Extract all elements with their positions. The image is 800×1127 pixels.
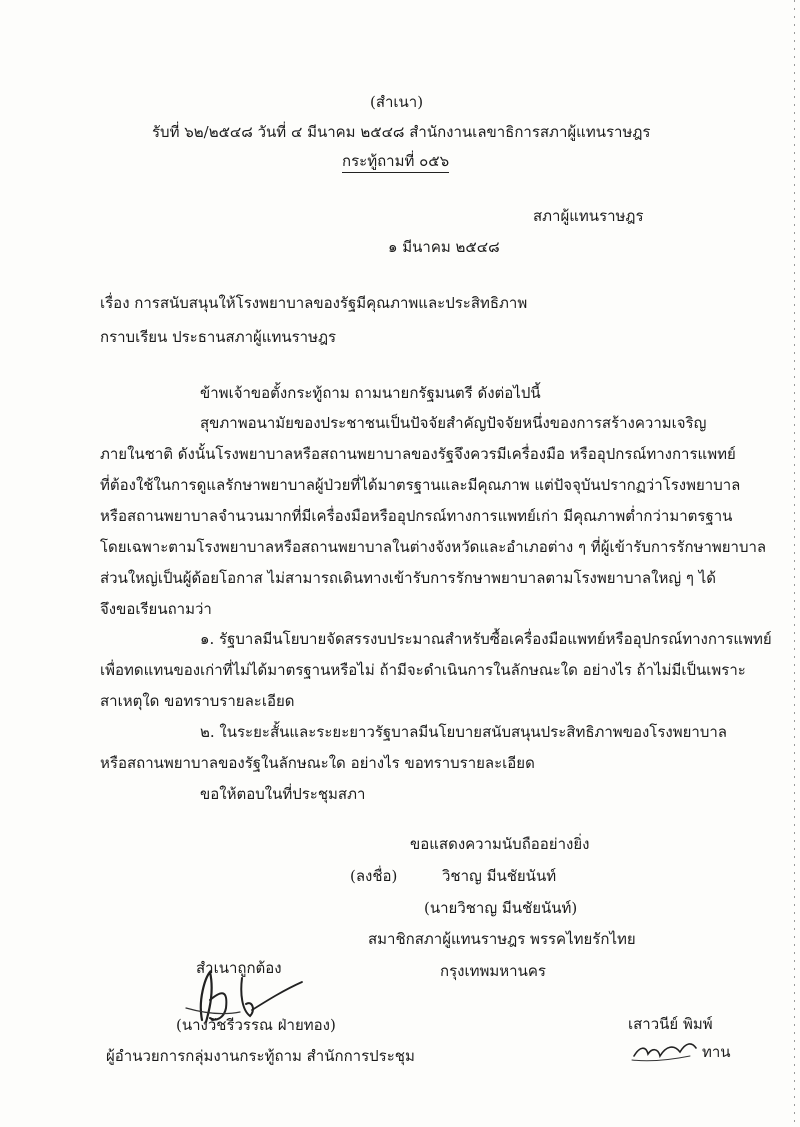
salutation: กราบเรียน ประธานสภาผู้แทนราษฎร [100, 328, 337, 346]
question-2-line: ๒. ในระยะสั้นและระยะยาวรัฐบาลมีนโยบายสนับสนุนประสิทธิภาพของโรงพยาบาล [200, 723, 727, 741]
letter-date: ๑ มีนาคม ๒๕๔๘ [388, 238, 500, 256]
received-line: รับที่ ๖๒/๒๕๔๘ วันที่ ๔ มีนาคม ๒๕๔๘ สำนักงานเลขาธิการสภาผู้แทนราษฎร [152, 123, 651, 141]
question-1-line: สาเหตุใด ขอทราบรายละเอียด [100, 692, 295, 710]
subject-line: เรื่อง การสนับสนุนให้โรงพยาบาลของรัฐมีคุณภาพและประสิทธิภาพ [100, 294, 528, 312]
certifier-name: (นางวัชรีวรรณ ฝ่ายทอง) [176, 1016, 336, 1034]
body-line: ที่ต้องใช้ในการดูแลรักษาพยาบาลผู้ป่วยที่ได้มาตรฐานและมีคุณภาพ แต่ปัจจุบันปรากฏว่าโรงพยาบาล [100, 476, 741, 494]
body-line: ภายในชาติ ดังนั้นโรงพยาบาลหรือสถานพยาบาลของรัฐจึงควรมีเครื่องมือ หรืออุปกรณ์ทางการแพทย์ [100, 445, 736, 463]
position-line: สมาชิกสภาผู้แทนราษฎร พรรคไทยรักไทย [368, 930, 636, 948]
question-1-line: ๑. รัฐบาลมีนโยบายจัดสรรงบประมาณสำหรับซื้อเครื่องมือแพทย์หรืออุปกรณ์ทางการแพทย์ [200, 630, 772, 648]
body-line: จึงขอเรียนถามว่า [100, 600, 212, 618]
checker-initials [630, 1038, 700, 1064]
copy-label: (สำเนา) [370, 93, 424, 111]
province-line: กรุงเทพมหานคร [440, 962, 546, 980]
question-number: กระทู้ถามที่ ๐๕๖ [342, 151, 449, 173]
body-line: สุขภาพอนามัยของประชาชนเป็นปัจจัยสำคัญปัจจัยหนึ่งของการสร้างความเจริญ [200, 414, 707, 432]
body-line: ส่วนใหญ่เป็นผู้ด้อยโอกาส ไม่สามารถเดินทางเข้ารับการรักษาพยาบาลตามโรงพยาบาลใหญ่ ๆ ได้ [100, 569, 716, 587]
signed-name: วิชาญ มีนชัยนันท์ [442, 867, 557, 885]
typist-name: เสาวนีย์ พิมพ์ [628, 1015, 713, 1033]
regards-line: ขอแสดงความนับถืออย่างยิ่ง [410, 835, 590, 853]
question-2-line: หรือสถานพยาบาลของรัฐในลักษณะใด อย่างไร ขอทราบรายละเอียด [100, 754, 535, 772]
addressee-org: สภาผู้แทนราษฎร [533, 207, 644, 225]
intro-line: ข้าพเจ้าขอตั้งกระทู้ถาม ถามนายกรัฐมนตรี ดังต่อไปนี้ [200, 384, 541, 402]
closing-request: ขอให้ตอบในที่ประชุมสภา [200, 785, 366, 803]
body-line: โดยเฉพาะตามโรงพยาบาลหรือสถานพยาบาลในต่างจังหวัดและอำเภอต่าง ๆ ที่ผู้เข้ารับการรักษาพยาบาล [100, 538, 767, 556]
printed-name: (นายวิชาญ มีนชัยนันท์) [424, 899, 578, 917]
checked-label: ทาน [702, 1043, 731, 1061]
scan-edge-marks [793, 0, 796, 1127]
signed-label: (ลงชื่อ) [350, 867, 398, 885]
certifier-title: ผู้อำนวยการกลุ่มงานกระทู้ถาม สำนักการประชุม [106, 1047, 415, 1065]
body-line: หรือสถานพยาบาลจำนวนมากที่มีเครื่องมือหรืออุปกรณ์ทางการแพทย์เก่า มีคุณภาพต่ำกว่ามาตรฐาน [100, 507, 733, 525]
question-1-line: เพื่อทดแทนของเก่าที่ไม่ได้มาตรฐานหรือไม่ ถ้ามีจะดำเนินการในลักษณะใด อย่างไร ถ้าไม่มีเป็นเพราะ [100, 661, 746, 679]
certified-label: สำเนาถูกต้อง [196, 959, 282, 977]
